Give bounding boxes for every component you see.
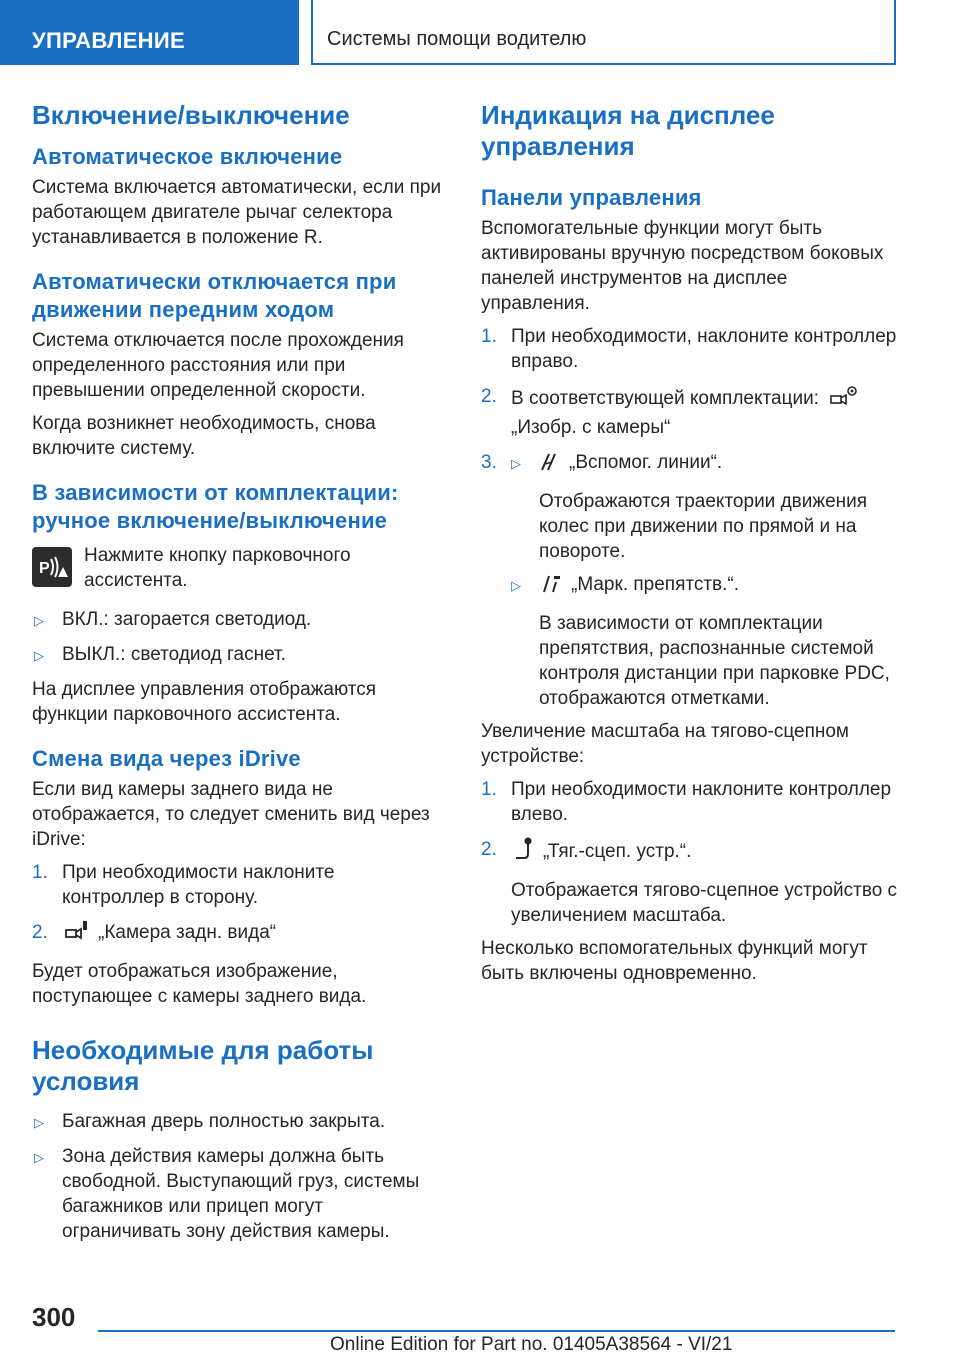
triangle-bullet-icon: ▷ bbox=[34, 613, 44, 628]
triangle-bullet-icon: ▷ bbox=[34, 648, 44, 663]
park-assist-button-icon bbox=[32, 547, 72, 587]
tow-hitch-icon bbox=[513, 837, 535, 868]
footer-divider bbox=[98, 1330, 895, 1332]
list-item: ▷ Багажная дверь полностью закрыта. bbox=[32, 1109, 442, 1134]
park-assist-instruction-text: Нажмите кнопку парковочного ассистента. bbox=[84, 545, 351, 591]
triangle-bullet-icon: ▷ bbox=[511, 578, 521, 593]
led-status-list bbox=[32, 607, 442, 667]
section-title-display: Индикация на дисплее управления bbox=[481, 100, 775, 161]
park-assist-instruction bbox=[32, 543, 442, 593]
obstacle-marking-description: В зависимости от комплектации препятствия, распознанные системой контроля дистанции при парковке PDC, отображаются отметками. bbox=[539, 613, 890, 709]
zoom-steps bbox=[481, 777, 901, 868]
auto-off-text-1: Система отключается после прохождения определенного расстояния или при превышении определенной скорости. bbox=[32, 330, 404, 401]
list-item: ▷ ВЫКЛ.: светодиод гаснет. bbox=[32, 642, 442, 667]
closing-text: Несколько вспомогательных функций могут быть включены одновременно. bbox=[481, 938, 868, 984]
list-item: 3. ▷ „Вспомог. линии“. bbox=[481, 450, 901, 479]
list-item: 2. „Тяг.-сцеп. устр.“. bbox=[481, 837, 901, 868]
subtitle-manual: В зависимости от комплектации: ручное включение/выключение bbox=[32, 480, 399, 533]
list-item: 1. При необходимости наклоните контроллер влево. bbox=[481, 779, 892, 825]
subtitle-idrive: Смена вида через iDrive bbox=[32, 746, 301, 771]
page-number: 300 bbox=[32, 1302, 76, 1332]
footer-edition: Online Edition for Part no. 01405A38564 - VI/21 bbox=[330, 1334, 733, 1355]
panels-steps bbox=[481, 324, 901, 479]
rear-camera-result-text: Будет отображаться изображение, поступающее с камеры заднего вида. bbox=[32, 961, 367, 1007]
triangle-bullet-icon: ▷ bbox=[34, 1150, 44, 1165]
subtitle-auto-on: Автоматическое включение bbox=[32, 144, 343, 169]
section-title-conditions: Необходимые для работы условия bbox=[32, 1035, 374, 1096]
list-item: ▷ ВКЛ.: загорается светодиод. bbox=[32, 607, 442, 632]
panels-intro-text: Вспомогательные функции могут быть активированы вручную посредством боковых панелей инструментов на дисплее управления. bbox=[481, 218, 884, 314]
guide-lines-icon bbox=[539, 450, 561, 479]
section-title-on-off: Включение/выключение bbox=[32, 100, 350, 130]
auto-off-text-2: Когда возникнет необходимость, снова включите систему. bbox=[32, 413, 376, 459]
idrive-steps bbox=[32, 860, 442, 949]
list-item: 1. При необходимости наклоните контроллер в сторону. bbox=[32, 862, 335, 908]
obstacle-sublist bbox=[481, 572, 901, 601]
rear-camera-icon bbox=[64, 920, 90, 949]
guide-lines-description: Отображаются траектории движения колес при движении по прямой и на повороте. bbox=[539, 491, 868, 562]
left-column bbox=[32, 100, 442, 1254]
header-section-tab bbox=[0, 0, 299, 65]
obstacle-marking-icon bbox=[541, 572, 563, 601]
display-functions-text: На дисплее управления отображаются функции парковочного ассистента. bbox=[32, 679, 377, 725]
list-item: 2. В соответствующей комплектации: „Изобр. с камеры“ bbox=[481, 384, 901, 440]
subtitle-panels: Панели управления bbox=[481, 185, 702, 210]
list-item: 1. При необходимости, наклоните контроллер вправо. bbox=[481, 326, 897, 372]
triangle-bullet-icon: ▷ bbox=[511, 456, 521, 471]
tow-hitch-description: Отображается тягово-сцепное устройство с увеличением масштаба. bbox=[511, 880, 898, 926]
list-item: 2. „Камера задн. вида“ bbox=[32, 920, 442, 949]
right-column bbox=[481, 100, 901, 994]
header-chapter-label: Системы помощи водителю bbox=[327, 28, 587, 50]
triangle-bullet-icon: ▷ bbox=[34, 1115, 44, 1130]
list-item: ▷ „Марк. препятств.“. bbox=[511, 572, 901, 601]
idrive-intro-text: Если вид камеры заднего вида не отображается, то следует сменить вид через iDrive: bbox=[32, 779, 430, 850]
list-item: ▷ Зона действия камеры должна быть свободной. Выступающий груз, системы багажников или прицеп могут ограничивать зону действия камеры. bbox=[34, 1146, 420, 1242]
zoom-intro-text: Увеличение масштаба на тягово-сцепном устройстве: bbox=[481, 721, 849, 767]
svg-text:P: P bbox=[39, 560, 50, 577]
conditions-list bbox=[32, 1109, 442, 1244]
auto-on-text: Система включается автоматически, если при работающем двигателе рычаг селектора устанавливается в положение R. bbox=[32, 177, 442, 248]
camera-settings-icon bbox=[829, 384, 859, 415]
header-chapter-box bbox=[311, 0, 896, 65]
subtitle-auto-off: Автоматически отключается при движении передним ходом bbox=[32, 269, 397, 322]
header-section-label: УПРАВЛЕНИЕ bbox=[32, 28, 185, 53]
